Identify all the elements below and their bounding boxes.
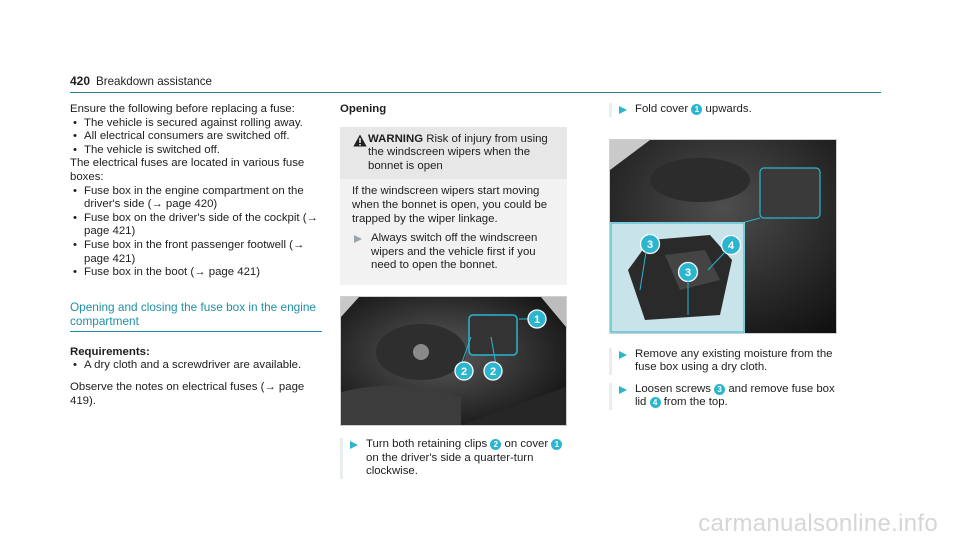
- step-text: Loosen screws: [635, 382, 711, 395]
- step-arrow-icon: [619, 106, 627, 114]
- requirements-label: Requirements:: [70, 345, 150, 358]
- locations-list: [70, 185, 322, 280]
- page-header: [70, 74, 881, 93]
- engine-illustration-1: [341, 297, 566, 425]
- column-left: [70, 103, 322, 408]
- step-text: from the top.: [663, 396, 728, 409]
- svg-text:2: 2: [489, 365, 497, 378]
- list-item: • All electrical consumers are switched off.: [70, 130, 322, 144]
- step-arrow-icon: [619, 351, 627, 359]
- observe-note[interactable]: Observe the notes on electrical fuses (→ page 419).: [70, 380, 305, 407]
- list-item[interactable]: • Fuse box in the front passenger footwell (→ page 421): [70, 239, 322, 266]
- step-text: and remove fuse box lid: [635, 382, 835, 409]
- list-item[interactable]: • Fuse box on the driver's side of the cockpit (→ page 421): [70, 212, 322, 239]
- step-text: Fold cover: [635, 103, 689, 115]
- list-item[interactable]: • Fuse box in the engine compartment on the driver's side (→ page 420): [70, 185, 322, 212]
- warning-body: If the windscreen wipers start moving when the bonnet is open, you could be trapped by the wiper linkage.: [352, 185, 548, 225]
- step-text: Remove any existing moisture from the fuse box using a dry cloth.: [635, 347, 833, 374]
- requirements-list: [70, 359, 322, 373]
- list-item: • The vehicle is secured against rolling away.: [70, 117, 322, 131]
- step-text: upwards.: [705, 103, 752, 115]
- step-arrow-icon: [350, 441, 358, 449]
- step-remove-moisture: [609, 348, 837, 375]
- callout-badge: 4: [650, 397, 661, 408]
- engine-photo-1: [340, 296, 567, 426]
- svg-text:4: 4: [727, 239, 735, 252]
- engine-photo-2: [609, 139, 837, 334]
- callout-badge: 3: [714, 384, 725, 395]
- column-middle: [340, 103, 567, 479]
- list-item: • A dry cloth and a screwdriver are available.: [70, 359, 322, 373]
- warning-box: [340, 127, 567, 285]
- step-turn-clips: [340, 438, 567, 479]
- step-fold-cover: [609, 103, 837, 117]
- fuse-intro: Ensure the following before replacing a fuse:: [70, 103, 295, 115]
- column-right: [609, 103, 837, 410]
- step-arrow-icon: [354, 235, 362, 243]
- callout-badge: 2: [490, 439, 501, 450]
- warning-step: Always switch off the windscreen wipers and the vehicle first if you need to open the bonnet.: [371, 232, 538, 272]
- warning-icon: [352, 134, 368, 147]
- checks-list: [70, 117, 322, 158]
- svg-text:3: 3: [684, 266, 692, 279]
- callout-badge: 1: [691, 104, 702, 115]
- locations-intro: The electrical fuses are located in various fuse boxes:: [70, 157, 305, 183]
- svg-text:1: 1: [533, 313, 541, 326]
- section-title: Opening and closing the fuse box in the engine compartment: [70, 300, 322, 332]
- step-text: on the driver's side a quarter-turn clockwise.: [366, 451, 534, 478]
- watermark: carmanualsonline.info: [698, 510, 938, 537]
- svg-text:3: 3: [646, 238, 654, 251]
- step-arrow-icon: [619, 386, 627, 394]
- warning-title: Risk of injury from using the windscreen wipers when the bonnet is open: [368, 132, 548, 172]
- step-text: Turn both retaining clips: [366, 437, 488, 450]
- engine-illustration-2: [610, 140, 836, 333]
- page-number: 420: [70, 74, 91, 88]
- list-item: • The vehicle is switched off.: [70, 144, 322, 158]
- callout-badge: 1: [551, 439, 562, 450]
- list-item[interactable]: • Fuse box in the boot (→ page 421): [70, 266, 322, 280]
- svg-text:2: 2: [460, 365, 468, 378]
- step-loosen-screws: [609, 383, 837, 410]
- opening-heading: Opening: [340, 103, 387, 115]
- step-text: on cover: [504, 437, 549, 450]
- page-title: Breakdown assistance: [96, 75, 212, 88]
- warning-label: WARNING: [368, 132, 424, 145]
